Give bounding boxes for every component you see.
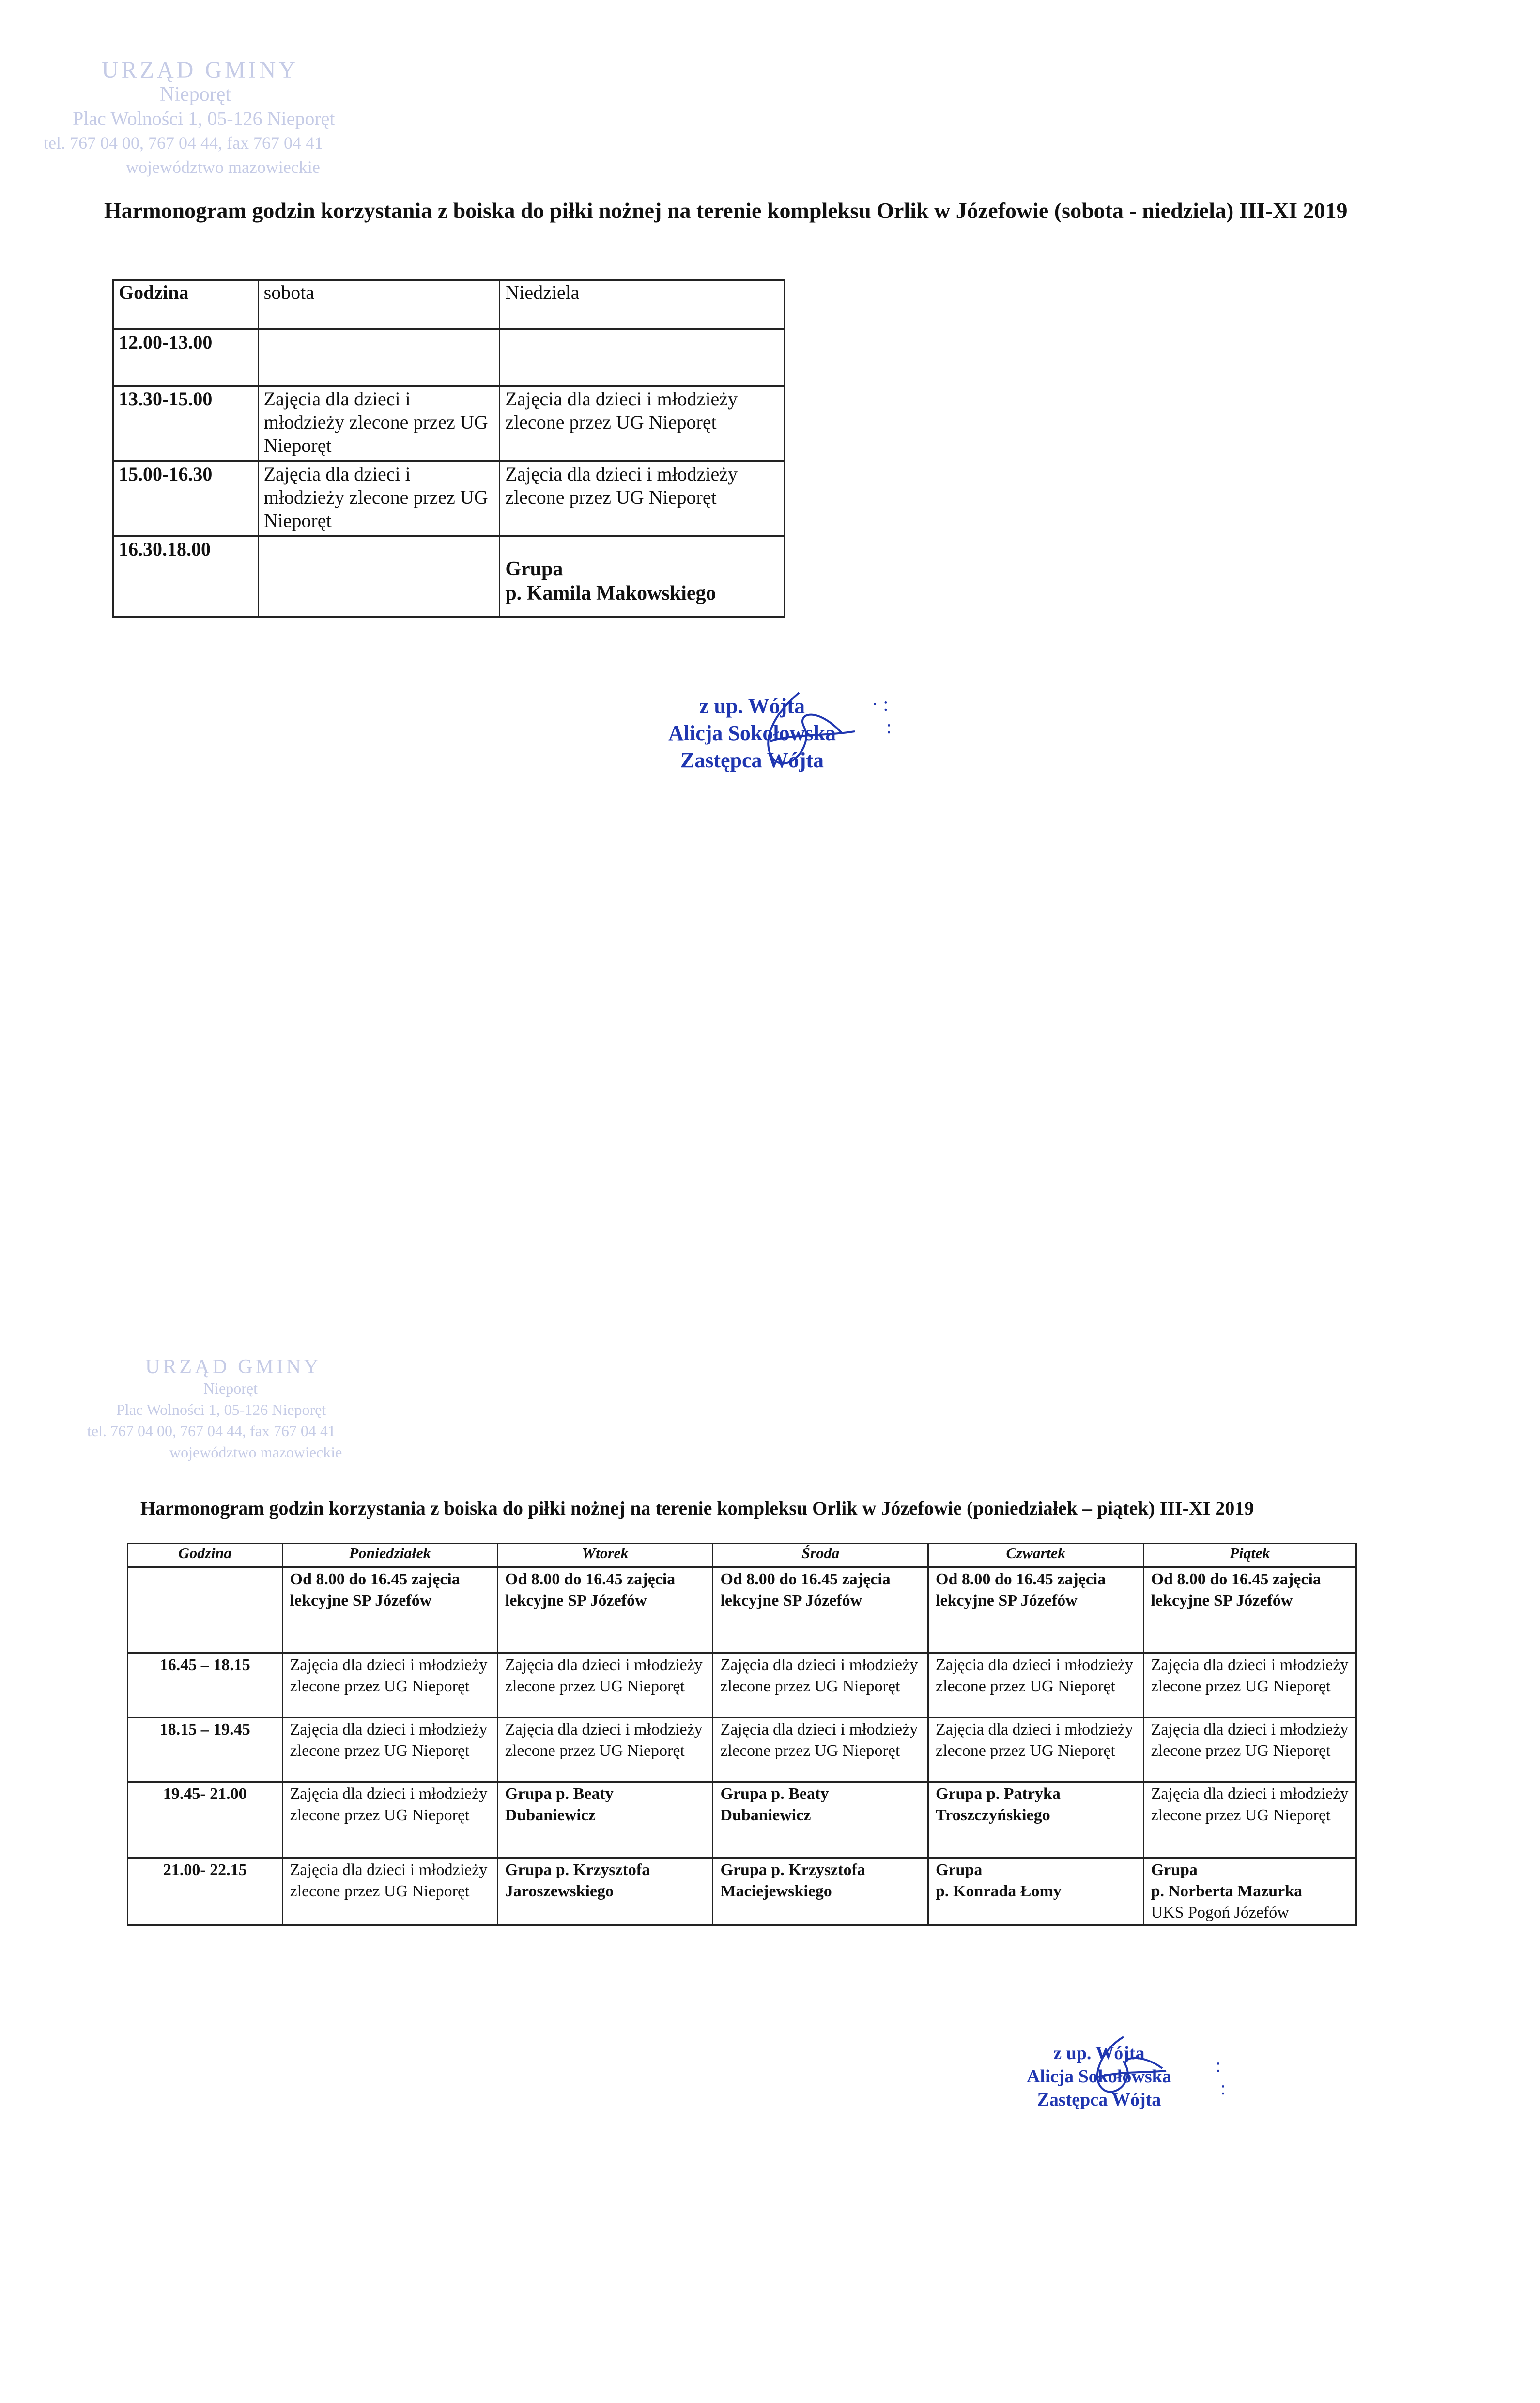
table-row: [128, 1653, 1356, 1718]
table-row: [113, 536, 785, 617]
time-cell: 16.30.18.00: [113, 536, 259, 617]
column-header-thursday: Czwartek: [928, 1544, 1144, 1567]
table-row: [113, 329, 785, 386]
weekend-schedule-title: Harmonogram godzin korzystania z boiska do piłki nożnej na terenie kompleksu Orlik w Józefowie (sobota - niedziela) III-XI 2019: [104, 198, 1348, 223]
wednesday-cell: Od 8.00 do 16.45 zajęcia lekcyjne SP Józefów: [713, 1567, 928, 1653]
group-leader: p. Kamila Makowskiego: [505, 582, 716, 605]
monday-cell: Zajęcia dla dzieci i młodzieży zlecone przez UG Nieporęt: [282, 1718, 497, 1782]
table-row: [128, 1858, 1356, 1925]
time-cell: 16.45 – 18.15: [128, 1653, 283, 1718]
monday-cell: Zajęcia dla dzieci i młodzieży zlecone przez UG Nieporęt: [282, 1653, 497, 1718]
stamp-dots-icon: : :: [1216, 2054, 1226, 2099]
column-header-tuesday: Wtorek: [497, 1544, 713, 1567]
time-cell: 18.15 – 19.45: [128, 1718, 283, 1782]
time-cell: 19.45- 21.00: [128, 1782, 283, 1858]
group-leader: p. Konrada Łomy: [936, 1882, 1062, 1900]
wednesday-cell: Zajęcia dla dzieci i młodzieży zlecone przez UG Nieporęt: [713, 1718, 928, 1782]
tuesday-cell: Od 8.00 do 16.45 zajęcia lekcyjne SP Józefów: [497, 1567, 713, 1653]
stamp-line: Nieporęt: [160, 83, 231, 106]
group-label: Grupa: [505, 558, 563, 580]
stamp-line: URZĄD GMINY: [145, 1356, 322, 1378]
wednesday-cell: Grupa p. Krzysztofa Maciejewskiego: [713, 1858, 928, 1925]
column-header-hour: Godzina: [113, 280, 259, 329]
table-row: [128, 1718, 1356, 1782]
time-cell: 12.00-13.00: [113, 329, 259, 386]
group-name: [505, 538, 779, 605]
weekend-schedule-table: [112, 279, 785, 618]
signature-line-on-behalf: z up. Wójta: [699, 694, 805, 718]
stamp-line: tel. 767 04 00, 767 04 44, fax 767 04 41: [44, 133, 323, 153]
sunday-cell: [500, 536, 785, 617]
stamp-line: Nieporęt: [203, 1380, 258, 1397]
tuesday-cell: Zajęcia dla dzieci i młodzieży zlecone przez UG Nieporęt: [497, 1653, 713, 1718]
saturday-cell: Zajęcia dla dzieci i młodzieży zlecone przez UG Nieporęt: [258, 461, 500, 536]
table-row: [113, 386, 785, 461]
signature-line-role: Zastępca Wójta: [680, 748, 824, 772]
saturday-cell: [258, 329, 500, 386]
monday-cell: Zajęcia dla dzieci i młodzieży zlecone przez UG Nieporęt: [282, 1782, 497, 1858]
wednesday-cell: Zajęcia dla dzieci i młodzieży zlecone przez UG Nieporęt: [713, 1653, 928, 1718]
tuesday-cell: Zajęcia dla dzieci i młodzieży zlecone przez UG Nieporęt: [497, 1718, 713, 1782]
wednesday-cell: Grupa p. Beaty Dubaniewicz: [713, 1782, 928, 1858]
table-row: [128, 1567, 1356, 1653]
stamp-line: Plac Wolności 1, 05-126 Nieporęt: [73, 108, 335, 129]
stamp-line: województwo mazowieckie: [169, 1443, 342, 1461]
table-header-row: [128, 1544, 1356, 1567]
thursday-cell: Zajęcia dla dzieci i młodzieży zlecone przez UG Nieporęt: [928, 1718, 1144, 1782]
time-cell: 21.00- 22.15: [128, 1858, 283, 1925]
stamp-line: tel. 767 04 00, 767 04 44, fax 767 04 41: [87, 1422, 336, 1440]
monday-cell: Zajęcia dla dzieci i młodzieży zlecone przez UG Nieporęt: [282, 1858, 497, 1925]
stamp-line: województwo mazowieckie: [126, 157, 320, 177]
signature-line-name: Alicja Sokołowska: [1027, 2066, 1171, 2087]
friday-cell: [1143, 1858, 1356, 1925]
monday-cell: Od 8.00 do 16.45 zajęcia lekcyjne SP Józefów: [282, 1567, 497, 1653]
thursday-cell: Od 8.00 do 16.45 zajęcia lekcyjne SP Józefów: [928, 1567, 1144, 1653]
friday-cell: Zajęcia dla dzieci i młodzieży zlecone przez UG Nieporęt: [1143, 1718, 1356, 1782]
tuesday-cell: Grupa p. Beaty Dubaniewicz: [497, 1782, 713, 1858]
saturday-cell: Zajęcia dla dzieci i młodzieży zlecone przez UG Nieporęt: [258, 386, 500, 461]
weekday-schedule-table: [127, 1543, 1357, 1926]
signature-block-top: [668, 693, 836, 774]
column-header-sunday: Niedziela: [500, 280, 785, 329]
stamp-dots-icon: · : :: [872, 693, 892, 738]
time-cell: [128, 1567, 283, 1653]
office-stamp-bottom: [73, 1356, 342, 1463]
column-header-saturday: sobota: [258, 280, 500, 329]
sunday-cell: Zajęcia dla dzieci i młodzieży zlecone przez UG Nieporęt: [500, 461, 785, 536]
table-row: [113, 461, 785, 536]
group-label: Grupa: [936, 1861, 983, 1879]
tuesday-cell: Grupa p. Krzysztofa Jaroszewskiego: [497, 1858, 713, 1925]
friday-cell: Od 8.00 do 16.45 zajęcia lekcyjne SP Józefów: [1143, 1567, 1356, 1653]
group-label: Grupa: [1151, 1861, 1198, 1879]
signature-line-name: Alicja Sokołowska: [668, 721, 836, 745]
group-leader: p. Norberta Mazurka: [1151, 1882, 1303, 1900]
saturday-cell: [258, 536, 500, 617]
column-header-monday: Poniedziałek: [282, 1544, 497, 1567]
table-row: [128, 1782, 1356, 1858]
signature-block-bottom: [1027, 2042, 1171, 2111]
office-stamp-top: [29, 58, 335, 179]
signature-line-on-behalf: z up. Wójta: [1053, 2043, 1145, 2063]
column-header-wednesday: Środa: [713, 1544, 928, 1567]
stamp-line: Plac Wolności 1, 05-126 Nieporęt: [116, 1401, 326, 1418]
time-cell: 13.30-15.00: [113, 386, 259, 461]
table-header-row: [113, 280, 785, 329]
column-header-friday: Piątek: [1143, 1544, 1356, 1567]
club-name: UKS Pogoń Józefów: [1151, 1904, 1289, 1922]
sunday-cell: Zajęcia dla dzieci i młodzieży zlecone przez UG Nieporęt: [500, 386, 785, 461]
thursday-cell: [928, 1858, 1144, 1925]
friday-cell: Zajęcia dla dzieci i młodzieży zlecone przez UG Nieporęt: [1143, 1653, 1356, 1718]
column-header-hour: Godzina: [128, 1544, 283, 1567]
sunday-cell: [500, 329, 785, 386]
stamp-line: URZĄD GMINY: [102, 57, 298, 83]
signature-line-role: Zastępca Wójta: [1037, 2090, 1161, 2110]
thursday-cell: Zajęcia dla dzieci i młodzieży zlecone przez UG Nieporęt: [928, 1653, 1144, 1718]
friday-cell: Zajęcia dla dzieci i młodzieży zlecone przez UG Nieporęt: [1143, 1782, 1356, 1858]
time-cell: 15.00-16.30: [113, 461, 259, 536]
thursday-cell: Grupa p. Patryka Troszczyńskiego: [928, 1782, 1144, 1858]
weekday-schedule-title: Harmonogram godzin korzystania z boiska do piłki nożnej na terenie kompleksu Orlik w Józefowie (poniedziałek – piątek) III-XI 2019: [140, 1497, 1254, 1519]
